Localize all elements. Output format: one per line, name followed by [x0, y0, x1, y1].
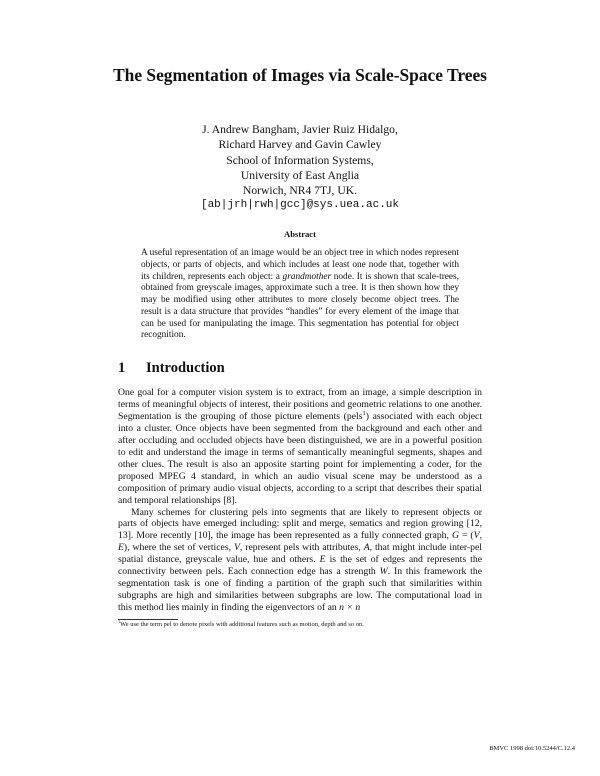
footnote-ref: 1 [362, 409, 366, 417]
author-email: [ab|jrh|rwh|gcc]@sys.uea.ac.uk [200, 199, 400, 212]
affiliation-line: University of East Anglia [240, 168, 360, 182]
affiliation-line: School of Information Systems, [226, 153, 374, 167]
paragraph: One goal for a computer vision system is to extract, from an image, a simple description in terms of meaningful objects of interest, their positions and geometric relations to one another. Segmentation is the grouping of those picture elements (pels$^1$) associated with each object into a cluster. Once objects have been segmented from the background and each other and after occluding and occluded objects have been distinguished, we are in a powerful position to edit and understand the image in terms of semantically meaningful segments, shapes and other clues. The result is also an apposite starting point for implementing a coder, for the proposed MPEG 4 standard, in which an audio visual scene may be understood as a composition of primary audio visual objects, according to a script that describes their spatial and temporal relationships [8]. [118, 387, 483, 506]
math: n × n [339, 602, 361, 614]
paragraph: Many schemes for clustering pels into segments that are likely to represent objects or parts of objects have emerged including: split and merge, sematics and region growing [12, 13]. More recently [10], the image has been represented as a fully connected graph, G = (V, E), where the set of vertices, V, represent pels with attributes, A, that might include inter-pel spatial distance, greyscale value, hue and others. E is the set of edges and represents the connectivity between pels. Each connection edge has a strength W. In this framework the segmentation task is one of finding a partition of the graph such that similarities within subgraphs are high and similarities between subgraphs are low. The computational load in this method lies mainly in finding the eigenvectors of an n × n [118, 506, 483, 614]
body-text [118, 387, 482, 614]
paper-title: The Segmentation of Images via Scale-Space Trees [113, 65, 487, 85]
math: V [473, 530, 480, 542]
math: A [363, 542, 370, 554]
affiliation-line: Norwich, NR4 7TJ, UK. [243, 184, 357, 198]
footnote-rule [118, 619, 178, 620]
doi-footer: BMVC 1998 doi:10.5244/C.12.4 [489, 745, 575, 752]
emphasis: grandmother [282, 271, 332, 282]
author-line: J. Andrew Bangham, Javier Ruiz Hidalgo, [202, 123, 398, 136]
footnote: $^1$We use the term pel to denote pixels with additional features such as motion, depth and so on. [118, 618, 364, 628]
abstract-heading: Abstract [284, 229, 316, 239]
section-title: Introduction [146, 360, 225, 376]
section-number: 1 [118, 360, 126, 376]
section-heading [118, 360, 225, 377]
math: V [233, 542, 240, 554]
author-block [150, 122, 450, 214]
math: E [319, 554, 326, 566]
math: E [118, 542, 124, 554]
math: G [451, 530, 459, 542]
abstract-text: A useful representation of an image would be an object tree in which nodes represent objects, or parts of objects, and which includes at least one node that, together with its children, represents each object: a grandmother node. It is shown that scale-trees, obtained from greyscale images, approximate such a tree. It is then shown how they may be modified using other attributes to more closely become object trees. The result is a data structure that provides “handles” for every element of the image that can be used for manipulating the image. This segmentation has potential for object recognition. [141, 248, 459, 341]
math: W [379, 566, 388, 578]
footnote-mark: 1 [118, 618, 121, 624]
author-line: Richard Harvey and Gavin Cawley [218, 138, 382, 152]
